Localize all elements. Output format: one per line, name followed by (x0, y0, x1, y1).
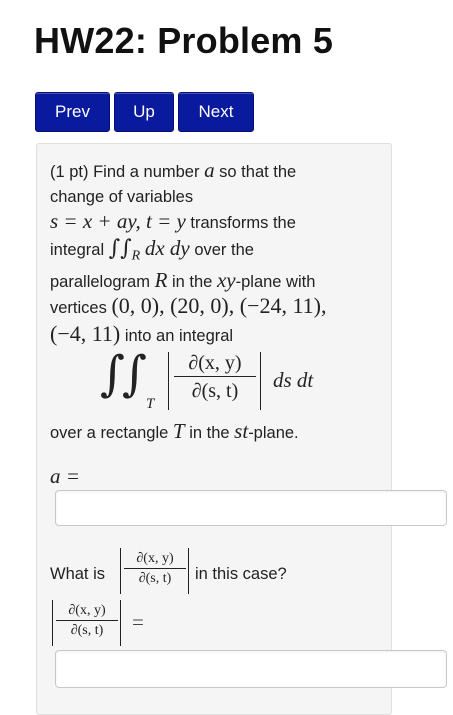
jacobian-numerator-small: ∂(x, y) (124, 550, 186, 569)
ds-dt: ds dt (273, 368, 314, 392)
problem-line-1 (50, 160, 296, 182)
integral-sign-big-1: ∫ (100, 346, 126, 402)
display-integral (100, 346, 340, 416)
problem-line-7 (50, 321, 234, 346)
var-a: a (204, 158, 215, 182)
in-the-text-2: in the (189, 424, 230, 442)
over-rectangle-text: over a rectangle (50, 424, 169, 442)
dx-dy: dx dy (144, 236, 190, 260)
so-that-text: so that the (219, 163, 297, 181)
region-t-subscript: T (146, 396, 155, 412)
problem-line-2: change of variables (50, 188, 194, 206)
jacobian-fraction-eq (56, 602, 118, 641)
vertices-list-2: (−4, 11) (50, 321, 121, 346)
problem-line-3 (50, 211, 296, 233)
problem-line-5 (50, 270, 315, 292)
problem-line-4 (50, 238, 254, 266)
abs-bar-right (260, 352, 261, 410)
region-r: R (154, 268, 168, 292)
prev-button[interactable]: Prev (35, 92, 110, 132)
integral-sign-big-2: ∫ (122, 346, 148, 402)
jacobian-numerator-eq: ∂(x, y) (56, 602, 118, 621)
what-is-text: What is (50, 565, 106, 583)
xy-label: xy (216, 268, 236, 292)
abs-bar-left (168, 352, 169, 410)
abs-bar-eq-left (52, 600, 53, 646)
jacobian-equals (50, 598, 170, 648)
over-the-text: over the (194, 241, 254, 259)
points-text: (1 pt) Find a number (50, 163, 200, 181)
in-the-text: in the (171, 273, 213, 291)
jacobian-numerator: ∂(x, y) (174, 350, 256, 377)
region-r-subscript: R (131, 248, 141, 264)
jacobian-denominator-eq: ∂(s, t) (70, 623, 104, 638)
up-button[interactable]: Up (114, 92, 174, 132)
next-button[interactable]: Next (178, 92, 254, 132)
jacobian-fraction-small (124, 550, 186, 589)
st-label: st (234, 419, 249, 443)
plane-text: -plane. (248, 424, 299, 442)
abs-bar-q2-left (120, 548, 121, 594)
abs-bar-q2-right (188, 548, 189, 594)
page-title: HW22: Problem 5 (34, 20, 334, 61)
parallelogram-text: parallelogram (50, 273, 150, 291)
problem-line-6 (50, 293, 327, 318)
a-equals-label (50, 466, 80, 488)
vertices-list-1: (0, 0), (20, 0), (−24, 11), (111, 293, 327, 318)
question-2 (50, 546, 350, 596)
jacobian-fraction (174, 350, 256, 405)
transforms-text: transforms the (190, 214, 296, 232)
jacobian-denominator-small: ∂(s, t) (138, 571, 172, 586)
in-this-case-text: in this case? (195, 565, 287, 583)
a-answer-input[interactable] (55, 490, 447, 526)
vertices-text: vertices (50, 299, 107, 317)
jacobian-denominator: ∂(s, t) (191, 380, 239, 402)
problem-line-9 (50, 421, 299, 443)
jacobian-answer-input[interactable] (55, 650, 447, 688)
into-integral-text: into an integral (124, 327, 234, 345)
integral-sign-1: ∫ (108, 236, 121, 261)
integral-sign-2: ∫ (120, 236, 132, 261)
plane-with-text: -plane with (235, 273, 316, 291)
equals-sign: = (132, 610, 144, 634)
a-equals: a = (50, 464, 80, 488)
region-t: T (172, 419, 185, 443)
abs-bar-eq-right (120, 600, 121, 646)
integral-word: integral (50, 241, 105, 259)
change-of-variables-math: s = x + ay, t = y (50, 209, 186, 233)
